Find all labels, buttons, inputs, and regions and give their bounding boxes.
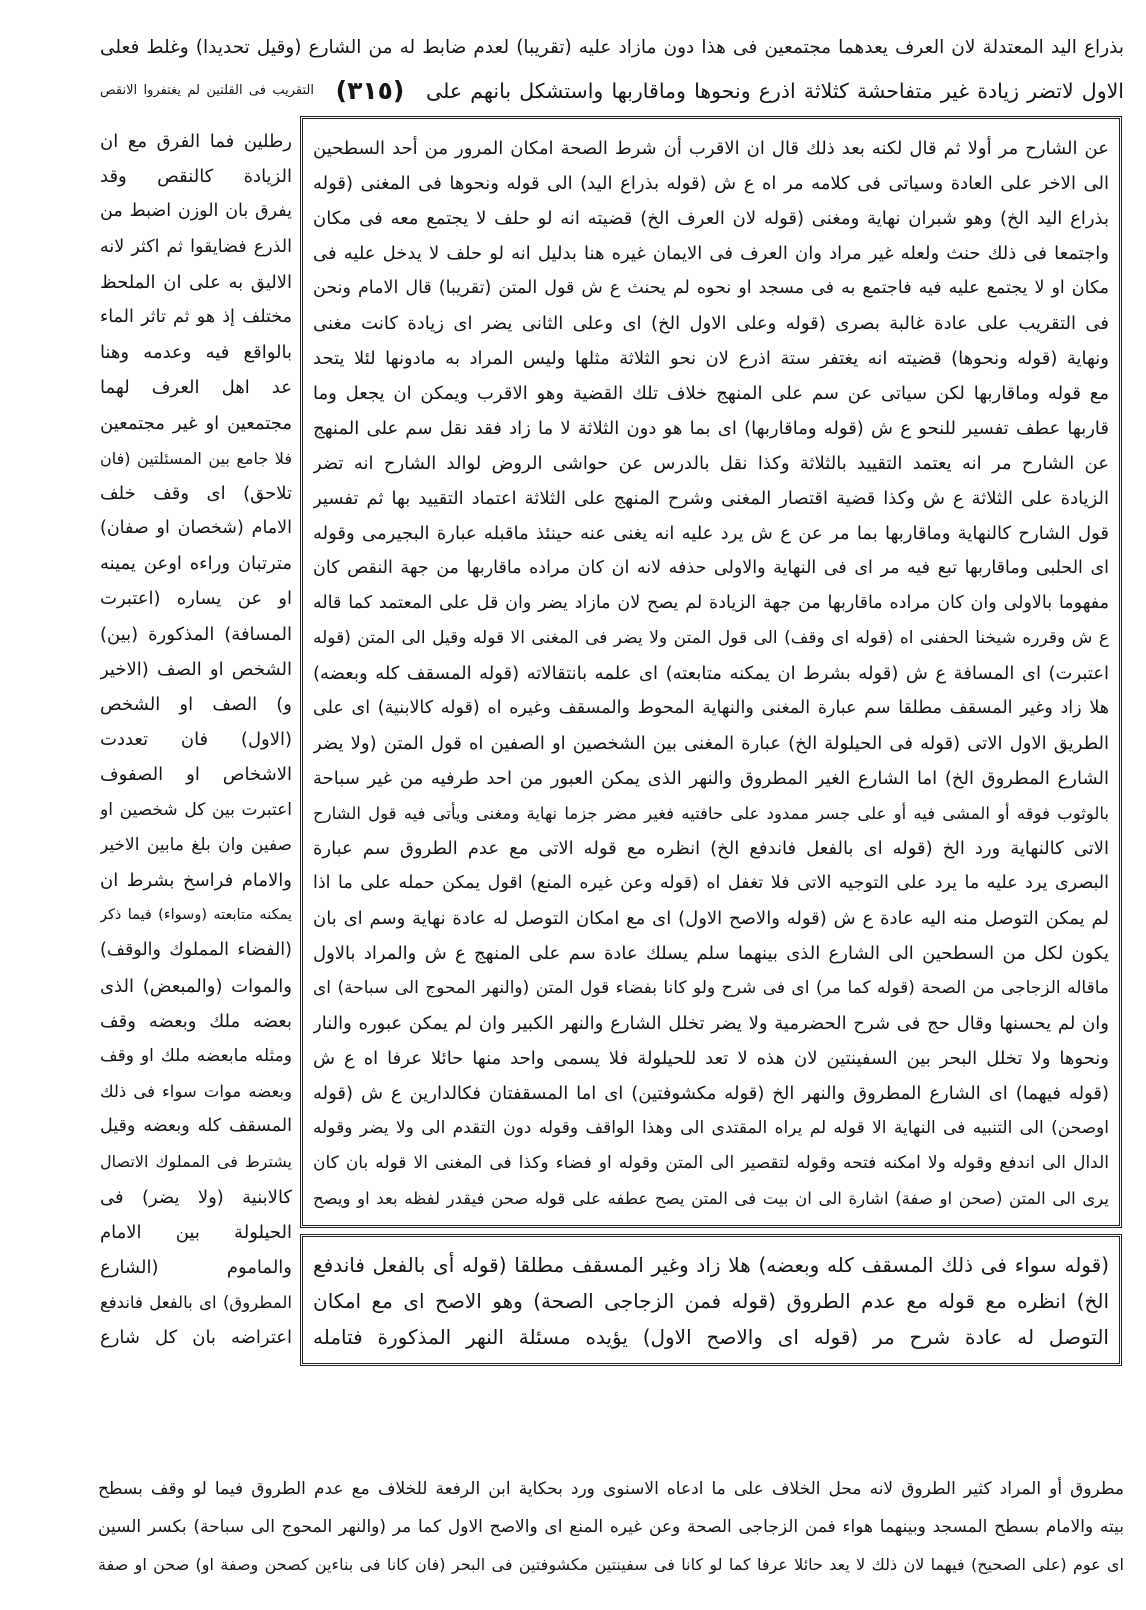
note-line: (قوله سواء فى ذلك المسقف كله وبعضه) هلا زاد وغير المسقف مطلقا (قوله أى بالفعل فاندفع (313, 1253, 1109, 1277)
hashiya-line: اوصحن) الى التنبيه فى النهاية الا قوله لم يراه المقتدى الى وهذا الواقف وقوله دون التقدم الى ولا يضر وقوله (313, 1118, 1109, 1138)
footer-text (98, 1470, 1124, 1584)
matn-line: اعتراضه بان كل شارع (100, 1327, 292, 1349)
header-text-right: الاول لاتضر زيادة غير متفاحشة كثلاثة اذرع ونحوها وماقاربها واستشكل بانهم على (426, 79, 1124, 103)
hashiya-line: هلا زاد وغير المسقف مطلقا سم عبارة المغنى والنهاية المحوط والمسقف وغيره اه (قوله كالابنية) اى على (313, 698, 1109, 718)
hashiya-line: الاتى كالنهاية ورد الخ (قوله اى بالفعل فاندفع الخ) انظره مع قوله الاتى مع عدم الطروق سم عبارة (313, 838, 1109, 859)
matn-line: و) الصف او الشخص (100, 694, 292, 715)
hashiya-line: فى التقريب على عادة غالبة بصرى (قوله وعلى الاول الخ) اى وعلى الثانى يضر اى زيادة كانت مغنى (313, 313, 1109, 334)
hashiya-line: واجتمعا فى ذلك حنث ولعله غير مراد وان العرف فى الايمان غيره هنا بدليل انه لو حلف لا يدخل عليه فى (313, 243, 1109, 264)
matn-line: الاشخاص او الصفوف (100, 764, 292, 786)
matn-line: ومثله مابعضه ملك او وقف (100, 1045, 292, 1066)
matn-line: الزيادة كالنقص وقد (100, 166, 292, 188)
matn-line: والموات (والمبعض) الذى (100, 975, 292, 997)
hashiya-line: وان لم يحسنها وقال حج فى شرح الحضرمية ولا يضر تخلل الشارع والنهر الكبير وان لم يمكن عبوره والنار (313, 1013, 1109, 1034)
matn-line: وبعضه موات سواء فى ذلك (100, 1082, 292, 1102)
matn-line: صفين وان بلغ مابين الاخير (100, 834, 292, 855)
hashiya-line: ماقاله الزجاجى من الصحة (قوله كما مر) اى فى شرح ولو كانا بفضاء قول المتن (والنهر المحوج الى سباحة) اى (313, 978, 1109, 998)
hashiya-line: يكون لكل من السطحين الى الشارع الذى بينهما سلم يسلك عادة سم على المنهج ع ش والمراد بالاول (313, 943, 1109, 964)
matn-line: الحيلولة بين الامام (100, 1221, 292, 1243)
matn-line: الذرع فضايقوا ثم اكثر لانه (100, 236, 292, 257)
matn-line: اعتبرت بين كل شخصين او (100, 799, 292, 820)
page-header-line-1 (100, 28, 1124, 68)
hashiya-line: البصرى يرد عليه ما يرد على التوجيه الاتى فلا تغفل اه (قوله وعن غيره المنع) اقول يمكن حمله على ما اذا (313, 873, 1109, 893)
footer-line: مطروق أو المراد كثير الطروق لانه محل الخلاف على ما ادعاه الاسنوى ورد بحكاية ابن الرفعة للخلاف مع عدم الطروق فيما لو وقف بسطح (98, 1479, 1124, 1499)
hashiya-line: قاربها عطف تفسير للنحو ع ش (قوله وماقاربها) اى بما هو دون الثلاثة لا ما زاد فقد نقل سم على المنهج (313, 418, 1109, 439)
hashiya-line: مفهوما بالاولى وان كان مراده ماقاربها من جهة الزيادة لم يصح لان مازاد يضر وان قل على المعتمد كما قاله (313, 593, 1109, 613)
matn-line: او عن يساره (اعتبرت (100, 588, 292, 610)
matn-line: بعضه ملك وبعضه وقف (100, 1010, 292, 1032)
matn-line: مختلف إذ هو ثم تاثر الماء (100, 306, 292, 327)
hashiya-box (300, 116, 1122, 1228)
matn-line: والماموم (الشارع (100, 1257, 292, 1278)
matn-line: فلا جامع بين المسئلتين (فان (100, 448, 292, 468)
hashiya-line: بذراع اليد الخ) وهو شبران نهاية ومغنى (قوله لان العرف الخ) قضيته انه لو حلف لا يجتمع معه فى مكان (313, 208, 1109, 229)
hashiya-line: الشارع المطروق الخ) اما الشارع الغير المطروق والنهر الذى يمكن العبور من احد طرفيه من غير سباحة (313, 768, 1109, 789)
matn-line: (الفضاء المملوك والوقف) (100, 940, 292, 961)
matn-line: تلاحق) اى وقف خلف (100, 482, 292, 504)
page-header-line-2 (100, 70, 1124, 112)
hashiya-line: الزيادة على الثلاثة ع ش وكذا قضية اقتصار المغنى وشرح المنهج على الثلاثة اعتماد التقييد بها ثم تفسير (313, 488, 1109, 509)
hashiya-line: ونحوها ولا تخلل البحر بين السفينتين لان هذه لا تعد للحيلولة فلا يسمى واحد منها حائلا عرفا اه ع ش (313, 1048, 1109, 1069)
matn-line: مترتبان وراءه اوعن يمينه (100, 553, 292, 575)
matn-line: مجتمعين او غير مجتمعين (100, 412, 292, 434)
hashiya-line: اى الحلبى وماقاربها تبع فيه مر اى فى النهاية والاولى حذفه لانه ان كان مراده ماقاربها من جهة النقص كان (313, 558, 1109, 578)
hashiya-line: مع قوله وماقاربها لكن سياتى عن سم على المنهج خلاف تلك القضية وهو الاقرب ويمكن ان يجعل وما (313, 383, 1109, 404)
hashiya-line: مكان او لا يجتمع عليه فيه فاجتمع به فى مسجد او نحوه لم يحنث ع ش قول المتن (تقريبا) قال الامام ونحن (313, 278, 1109, 298)
hashiya-line: لم يمكن التوصل منه اليه عادة ع ش (قوله والاصح الاول) اى مع امكان التوصل له عادة نهاية وسم اى بان (313, 908, 1109, 929)
hashiya-line: ع ش وقرره شيخنا الحفنى اه (قوله اى وقف) الى قول المتن ولا يضر فى المغنى الا قوله وقيل الى المتن (قوله (313, 628, 1109, 648)
footer-line: اى عوم (على الصحيح) فيهما لان ذلك لا يعد حائلا عرفا كما لو كانا فى سفينتين مكشوفتين فى البحر (فان كانا فى بناءين كصحن وصفة او) صحن او صفة (98, 1555, 1124, 1574)
header-text-left: التقريب فى القلتين لم يغتفروا الانقص (100, 83, 314, 98)
footer-line: بيته والامام بسطح المسجد وبينهما هواء فمن الزجاجى الصحة وعن غيره المنع اى والاصح الاول كما مر (والنهر المحوج الى سباحة) بكسر السين (98, 1517, 1124, 1537)
matn-line: رطلين فما الفرق مع ان (100, 131, 292, 152)
page-number: (٣١٥) (335, 76, 405, 105)
matn-line: بالواقع فيه وعدمه وهنا (100, 342, 292, 364)
hashiya-line: قول الشارح كالنهاية وماقاربها بما مر عن ع ش يرد عليه انه يغنى عنه حينئذ ماقبله عبارة البجيرمى وقوله (313, 523, 1109, 544)
matn-line: والامام فراسخ بشرط ان (100, 869, 292, 891)
matn-line: (الاول) فان تعددت (100, 729, 292, 751)
matn-line: يشترط فى المملوك الاتصال (100, 1152, 292, 1172)
matn-line: يمكنه متابعته (وسواء) فيما ذكر (100, 907, 292, 924)
matn-line: يفرق بان الوزن اضبط من (100, 201, 292, 222)
hashiya-line: عن الشارح مر انه يعتمد التقييد بالثلاثة وكذا نقل بالدرس عن حواشى الروض لوالد الشارح انه تضر (313, 453, 1109, 474)
matn-column (100, 124, 292, 1356)
matn-line: الاليق به على ان الملحظ (100, 271, 292, 293)
note-box (300, 1234, 1122, 1366)
matn-line: الشخص او الصف (الاخير (100, 658, 292, 680)
matn-line: المسافة) المذكورة (بين) (100, 623, 292, 645)
hashiya-line: (قوله فيهما) اى الشارع المطروق والنهر الخ (قوله مكشوفتين) اى اما المسقفتان فكالدارين ع ش (قوله (313, 1083, 1109, 1104)
hashiya-line: بالوثوب فوقه أو المشى فيه أو على جسر ممدود على حافتيه فغير مضر جزما نهاية ومغنى ويأتى فيه قول الشارح (313, 804, 1109, 823)
hashiya-line: الدال الى اندفع وقوله ولا امكنه فتحه وقوله لتقصير الى المتن وقوله او فضاء وكذا فى المغنى الا قوله بان كان (313, 1153, 1109, 1173)
matn-line: عد اهل العرف لهما (100, 377, 292, 399)
header-text: بذراع اليد المعتدلة لان العرف يعدهما مجتمعين فى هذا دون مازاد عليه (تقريبا) لعدم ضابط له من الشارع (وقيل تحديدا) وغلط فعلى (100, 37, 1124, 58)
note-line: الخ) انظره مع قوله مع عدم الطروق (قوله فمن الزجاجى الصحة) وهو الاصح اى مع امكان (313, 1289, 1109, 1313)
matn-line: الامام (شخصان او صفان) (100, 518, 292, 539)
matn-line: كالابنية (ولا يضر) فى (100, 1186, 292, 1208)
hashiya-line: اعتبرت) اى المسافة ع ش (قوله بشرط ان يمكنه متابعته) اى علمه بانتقالاته (قوله المسقف كله وبعضه) (313, 663, 1109, 684)
matn-line: المسقف كله وبعضه وقيل (100, 1116, 292, 1137)
note-line: التوصل له عادة شرح مر (قوله اى والاصح الاول) يؤيده مسئلة النهر المذكورة فتامله (313, 1325, 1109, 1349)
hashiya-line: عن الشارح مر أولا ثم قال لكنه بعد ذلك قال ان الاقرب أن شرط الصحة امكان المرور من أحد السطحين (313, 138, 1109, 159)
hashiya-line: ونهاية (قوله ونحوها) قضيته انه يغتفر ستة اذرع لان نحو الثلاثة مثلها وليس المراد به مادونها لئلا يتحد (313, 348, 1109, 369)
matn-line: المطروق) اى بالفعل فاندفع (100, 1293, 292, 1313)
hashiya-line: يرى الى المتن (صحن او صفة) اشارة الى ان بيت فى المتن يصح عطفه على قوله صحن فيقدر لفظه بعد او ويصح (313, 1189, 1109, 1208)
hashiya-line: الى الاخر على العادة وسياتى فى كلامه مر اه ع ش (قوله بذراع اليد) الى قوله ونحوها فى المغنى (قوله (313, 173, 1109, 194)
hashiya-line: الطريق الاول الاتى (قوله فى الحيلولة الخ) عبارة المغنى بين الشخصين او الصفين اه قول المتن (ولا يضر (313, 733, 1109, 754)
